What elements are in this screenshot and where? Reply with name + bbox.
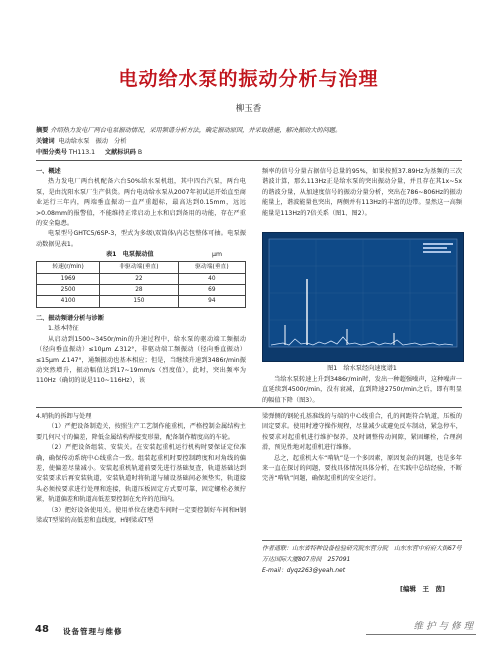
- table-header-row: [37, 262, 246, 273]
- table-header: 非驱动端(垂直): [100, 262, 179, 273]
- author-box: [262, 543, 462, 576]
- right-column: [262, 167, 462, 219]
- header-divider: [36, 160, 462, 161]
- article-title: 电动给水泵的振动分析与治理: [118, 68, 379, 90]
- table-cell: 28: [100, 285, 179, 296]
- spectrum-plot: [263, 233, 463, 361]
- magazine-name: 设备管理与维修: [63, 627, 123, 636]
- section-2-subheading: 1.基本特征: [48, 325, 79, 333]
- bottom-left-paragraph-2: （2）严把设备组装、安装关。在安装起重机运行机构时要保证定位准确，确保传动系统中心线重合一致。组装起重机时要控制跨度和对角线的偏差，使偏差尽量减小。安装起重机轨道前要先进行基础复查，轨道基础达到安装要求后再安装轨道，安装轨道时将轨道与辅设基础间必须垫实，轨道接头必须按要求进行处理和连接，轨道压板固定方式要可靠，固定螺栓必须拧紧，轨道偏差和轨道高低差要控制在允许的范围内。: [36, 444, 246, 504]
- section-label: 维护与修理: [366, 618, 476, 635]
- bottom-left-heading: 4.哨轨的拆卸与处理: [36, 413, 92, 420]
- editor-note: [编辑 王 茵]: [400, 585, 445, 593]
- figure-caption: 图1 给水泵经向速度谱1: [327, 365, 397, 372]
- section-2-paragraph: 从启动到1500~3450r/min的升速过程中，给水泵的驱动端工频振动（径向垂直振动）≤10μm ∠312°，非驱动端工频振动（径向垂直振动）≤15μm ∠147°，通频振动也基本相应；但是，当继续升速到3486r/min振动突然增升，振动幅值达到17~19mm/s（烈度值），此时，突出频率为110Hz（确切的说是110~116Hz），该: [36, 335, 246, 385]
- table-cell: 69: [178, 285, 245, 296]
- section-1-paragraph-1: 热力发电厂两台机配备六台50%给水泵机组，其中四台汽泵，两台电泵，是由沈阳水泵厂生产供货。两台电动给水泵从2007年初试运开始直至商业运行三年内，两端垂直振动一直严重超标，最高达到0.15mm，远远>0.08mm的报警值，不能维持正常启动上水和启到备用的功能，存在严重的安全隐患。: [36, 178, 246, 228]
- right-column-lower: [262, 375, 462, 406]
- right-paragraph-top: 频率的信号分量占据信号总量的95%，如果按照37.89Hz为基频的三次谐波计算，那么113Hz正是给水泵的突出振动分量，并且存在其1x~5x的谐波分量，从加速度信号的振动分量分析，突出在786~806Hz的振动能量上，谐波能量也突出，两侧并有113Hz的丰富的边带。显然这一高频能量是113Hz的7倍关系（图1、图2）。: [262, 168, 462, 217]
- table-row: [37, 296, 246, 307]
- class-label: 中图分类号: [36, 149, 67, 156]
- spectrum-figure: [262, 232, 464, 362]
- table-cell: 22: [100, 273, 179, 284]
- table-row: [37, 273, 246, 284]
- table-cell: 1969: [37, 273, 100, 284]
- vibration-table: [36, 261, 246, 308]
- bottom-right-column: [262, 412, 462, 485]
- keywords-label: 关键词: [36, 138, 55, 145]
- classification: [36, 148, 466, 157]
- bottom-left-paragraph-1: （1）严把设备制造关，按照生产工艺制作能重机，严格控制金属结构主要几何尺寸的偏差，降低金属结构焊接变形量，配备制作精度高的车轮。: [36, 423, 246, 441]
- table-cell: 2500: [37, 285, 100, 296]
- table-title: 表1 电泵振动值: [106, 251, 154, 259]
- table-cell: 4100: [37, 296, 100, 307]
- author-address: 作者通联：山东省特种设备检验研究院东营分院 山东东营中府府大街67号万达国际大厦807房间 257091: [262, 545, 462, 563]
- table-header: 转速(r/min): [37, 262, 100, 273]
- keywords: [36, 137, 466, 146]
- section-1-paragraph-2: 电泵型号GHTC5/6SP-3，型式为多级\双筒体\内芯包整体可抽。电泵振动数据见表1。: [36, 230, 246, 248]
- article-author: 柳玉香: [235, 104, 262, 114]
- table-cell: 40: [178, 273, 245, 284]
- doc-label: 文献标识码: [104, 149, 136, 156]
- abstract-text: 介绍热力发电厂两台电泵振动情况，采用频谱分析方法，确定振动原因，并采取措施，解决振动大的问题。: [50, 127, 342, 134]
- abstract-label: 摘要: [36, 127, 49, 134]
- table-cell: 94: [178, 296, 245, 307]
- right-paragraph-after-figure: 当给水泵转速上升到3486r/min时，发出一种超强噪声，这种噪声一直延续到4500r/min，没有衰减，直到降速2750r/min之后，即有明显的幅值下降（图3）。: [262, 376, 462, 404]
- left-column: [36, 167, 246, 387]
- author-box-divider: [262, 540, 462, 541]
- bottom-left-paragraph-3: （3）把好设备使用关。使用单位在建造车间时一定要控制好车间和H钢梁或T型梁的高低差和直线度，H钢梁或T型: [36, 506, 246, 525]
- keywords-text: 电动给水泵 振动 分析: [58, 138, 127, 145]
- table-cell: 150: [100, 296, 179, 307]
- bottom-left-column: [36, 412, 246, 526]
- author-email: E-mail：dyqz263@yeah.net: [262, 567, 346, 574]
- page-number: 48: [35, 624, 49, 635]
- table-header: 驱动端(垂直): [178, 262, 245, 273]
- mid-divider: [36, 407, 462, 408]
- doc-code: B: [137, 149, 143, 156]
- table-unit: μm: [212, 251, 222, 259]
- abstract: [36, 126, 466, 135]
- section-2-heading: 二、振动频谱分析与诊断: [36, 314, 105, 322]
- table-row: [37, 285, 246, 296]
- class-code: TH113.1: [68, 149, 96, 156]
- bottom-right-paragraph-1: 梁弹侧的钢轮孔基准线的与端的中心线重合，孔的间距符合轨道，压板的固定要求。使用时遵守操作规程，尽量减少或避免反车制动，紧急停车，按要求对起重机进行维护保养，及时调整传动间隙，紧固螺栓，合理润滑，预见性地对起重机进行维修。: [262, 413, 462, 452]
- bottom-right-paragraph-2: 总之，起重机大车“啃轨”是一个多因素，原因复杂的问题，也是多年来一直在探讨的问题，要找具体情况具体分析，在实践中总结经验，不断完善“啃轨”问题，确保起重机的安全运行。: [262, 454, 462, 483]
- section-1-heading: 一、概述: [36, 168, 61, 175]
